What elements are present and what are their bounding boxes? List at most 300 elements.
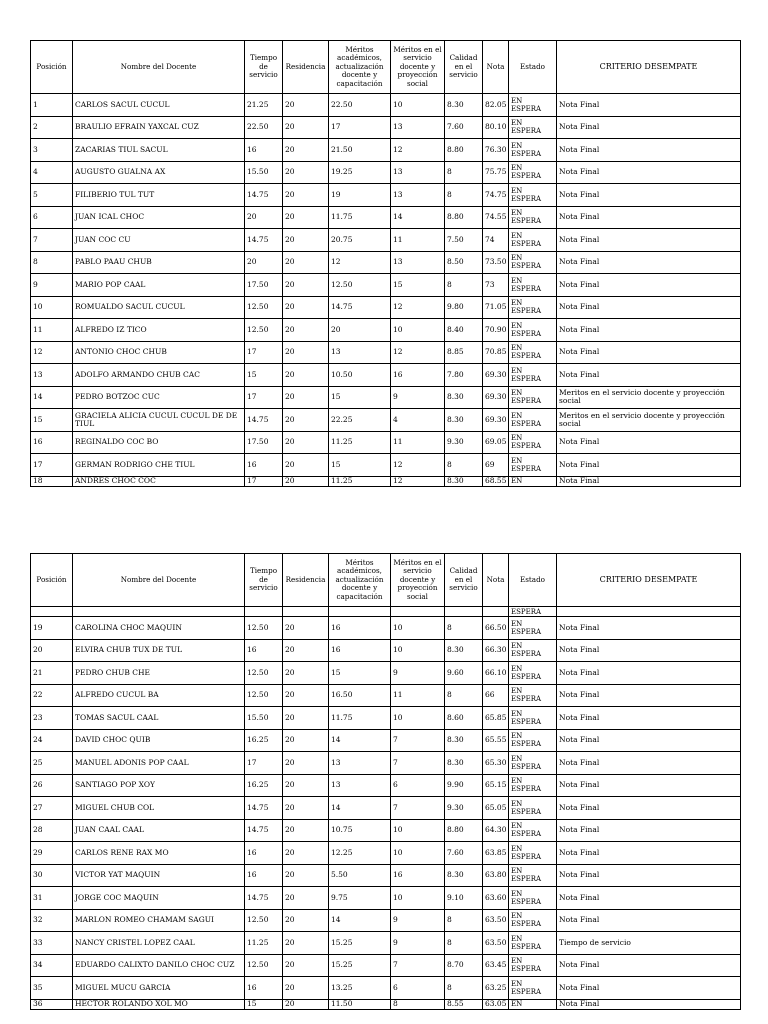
cell-residencia: 20	[283, 954, 329, 977]
cell-nombre: VICTOR YAT MAQUIN	[73, 864, 245, 887]
cell-estado: EN ESPERA	[509, 752, 557, 775]
cell-meritos-servicio: 9	[391, 932, 445, 955]
cell-criterio: Nota Final	[557, 999, 741, 1009]
cell-meritos-servicio: 11	[391, 431, 445, 454]
cell-posicion: 19	[31, 617, 73, 640]
cell-estado: EN ESPERA	[509, 94, 557, 117]
cell-meritos-academicos: 11.75	[329, 206, 391, 229]
table-row	[31, 932, 741, 955]
cell-nota: 71.05	[483, 296, 509, 319]
cell-meritos-academicos: 14.75	[329, 296, 391, 319]
cell-tiempo: 17	[245, 752, 283, 775]
cell-meritos-academicos: 17	[329, 116, 391, 139]
cell-meritos-servicio: 13	[391, 116, 445, 139]
table-row	[31, 319, 741, 342]
cell-estado: EN ESPERA	[509, 684, 557, 707]
cell-estado: EN ESPERA	[509, 617, 557, 640]
cell-posicion: 7	[31, 229, 73, 252]
cell-criterio: Nota Final	[557, 476, 741, 486]
cell-nombre: GERMAN RODRIGO CHE TIUL	[73, 454, 245, 477]
cell-residencia: 20	[283, 251, 329, 274]
cell-nombre: MARLON ROMEO CHAMAM SAGUI	[73, 909, 245, 932]
cell-calidad: 9.80	[445, 296, 483, 319]
cell-tiempo: 14.75	[245, 184, 283, 207]
table-row	[31, 139, 741, 162]
cell-criterio: Nota Final	[557, 454, 741, 477]
table-row	[31, 797, 741, 820]
cell-posicion: 5	[31, 184, 73, 207]
cell-meritos-servicio: 9	[391, 662, 445, 685]
cell-meritos-servicio: 7	[391, 954, 445, 977]
table-row	[31, 707, 741, 730]
cell-criterio: Meritos en el servicio docente y proyección social	[557, 409, 741, 432]
cell-meritos-servicio: 9	[391, 909, 445, 932]
cell-meritos-servicio: 7	[391, 729, 445, 752]
cell-meritos-academicos: 9.75	[329, 887, 391, 910]
cell-tiempo: 16	[245, 139, 283, 162]
cell-meritos-academicos: 15.25	[329, 954, 391, 977]
cell-tiempo: 17.50	[245, 274, 283, 297]
cell-calidad: 8.30	[445, 409, 483, 432]
cell-calidad: 8.30	[445, 752, 483, 775]
cell-meritos-academicos: 13	[329, 774, 391, 797]
cell-posicion: 36	[31, 999, 73, 1009]
cell-meritos-academicos: 5.50	[329, 864, 391, 887]
cell-estado: EN ESPERA	[509, 932, 557, 955]
cell-estado: EN ESPERA	[509, 206, 557, 229]
cell-nombre: PEDRO CHUB CHE	[73, 662, 245, 685]
cell-nombre: CAROLINA CHOC MAQUIN	[73, 617, 245, 640]
cell-tiempo: 21.25	[245, 94, 283, 117]
cell-nombre: ALFREDO IZ TICO	[73, 319, 245, 342]
cell-calidad: 8.30	[445, 476, 483, 486]
cell-nombre: DAVID CHOC QUIB	[73, 729, 245, 752]
cell-calidad: 7.50	[445, 229, 483, 252]
table-row	[31, 116, 741, 139]
cell-estado: EN ESPERA	[509, 797, 557, 820]
cell-nota: 66	[483, 684, 509, 707]
cell-meritos-academicos: 14	[329, 729, 391, 752]
table-header-row	[31, 554, 741, 607]
cell-tiempo: 14.75	[245, 797, 283, 820]
cell-residencia: 20	[283, 161, 329, 184]
cell-nota: 75.75	[483, 161, 509, 184]
cell-posicion: 30	[31, 864, 73, 887]
cell-nota: 63.80	[483, 864, 509, 887]
cell-nota: 66.50	[483, 617, 509, 640]
cell-estado: EN ESPERA	[509, 139, 557, 162]
cell-posicion: 31	[31, 887, 73, 910]
table-row	[31, 364, 741, 387]
cell-meritos-servicio: 12	[391, 139, 445, 162]
cell-tiempo: 16.25	[245, 774, 283, 797]
cell-tiempo: 12.50	[245, 909, 283, 932]
cell-calidad: 8.80	[445, 206, 483, 229]
cell-meritos-servicio: 12	[391, 341, 445, 364]
cell-tiempo: 17.50	[245, 431, 283, 454]
cell-posicion: 25	[31, 752, 73, 775]
cell-meritos-servicio: 16	[391, 364, 445, 387]
cell-calidad: 8.30	[445, 639, 483, 662]
cell-tiempo: 16	[245, 977, 283, 1000]
cell-estado: EN ESPERA	[509, 409, 557, 432]
cell-estado: EN ESPERA	[509, 116, 557, 139]
cell-criterio: Tiempo de servicio	[557, 932, 741, 955]
cell-calidad: 8.30	[445, 864, 483, 887]
cell-calidad: 9.10	[445, 887, 483, 910]
cell-meritos-academicos: 16.50	[329, 684, 391, 707]
cell-calidad: 8	[445, 184, 483, 207]
cell-estado: EN	[509, 999, 557, 1009]
cell-estado: EN ESPERA	[509, 639, 557, 662]
cell-calidad: 8	[445, 684, 483, 707]
table-row	[31, 684, 741, 707]
cell-posicion: 14	[31, 386, 73, 409]
cell-calidad: 8.85	[445, 341, 483, 364]
cell-posicion: 35	[31, 977, 73, 1000]
cell-meritos-academicos: 11.75	[329, 707, 391, 730]
cell-meritos-academicos: 22.50	[329, 94, 391, 117]
cell-residencia: 20	[283, 887, 329, 910]
cell-meritos-servicio: 7	[391, 797, 445, 820]
col-nombre: Nombre del Docente	[73, 41, 245, 94]
cell-criterio: Nota Final	[557, 864, 741, 887]
cell-tiempo: 17	[245, 386, 283, 409]
cell-residencia: 20	[283, 797, 329, 820]
cell-nota: 76.30	[483, 139, 509, 162]
cell-tiempo: 16	[245, 454, 283, 477]
cell-calidad: 8.30	[445, 729, 483, 752]
cell-nombre: ANDRES CHOC COC	[73, 476, 245, 486]
cell-residencia: 20	[283, 639, 329, 662]
cell-meritos-servicio: 11	[391, 684, 445, 707]
table-row	[31, 887, 741, 910]
cell-tiempo: 22.50	[245, 116, 283, 139]
cell-meritos-academicos: 22.25	[329, 409, 391, 432]
cell-posicion: 3	[31, 139, 73, 162]
cell-residencia: 20	[283, 932, 329, 955]
cell-estado: EN ESPERA	[509, 909, 557, 932]
cell-posicion: 29	[31, 842, 73, 865]
col-estado: Estado	[509, 41, 557, 94]
cell-estado: EN ESPERA	[509, 386, 557, 409]
col-nota: Nota	[483, 41, 509, 94]
cell-nombre: MANUEL ADONIS POP CAAL	[73, 752, 245, 775]
cell-posicion: 28	[31, 819, 73, 842]
cell-posicion: 17	[31, 454, 73, 477]
cell-residencia: 20	[283, 386, 329, 409]
cell-nota: 63.45	[483, 954, 509, 977]
cell-tiempo: 17	[245, 341, 283, 364]
cell-residencia: 20	[283, 707, 329, 730]
cell-criterio: Nota Final	[557, 161, 741, 184]
cell-nombre: ANTONIO CHOC CHUB	[73, 341, 245, 364]
cell-estado: EN ESPERA	[509, 296, 557, 319]
cell-meritos-academicos: 13	[329, 752, 391, 775]
cell-nota: 65.15	[483, 774, 509, 797]
ranking-table-2	[30, 553, 741, 1010]
cell-tiempo: 14.75	[245, 229, 283, 252]
cell-meritos-academicos: 11.25	[329, 476, 391, 486]
cell-posicion: 16	[31, 431, 73, 454]
table-row	[31, 274, 741, 297]
cell-estado: EN ESPERA	[509, 842, 557, 865]
cell-calidad: 8.55	[445, 999, 483, 1009]
cell-criterio: Nota Final	[557, 431, 741, 454]
cell-nota: 74.75	[483, 184, 509, 207]
col-meritos-academicos: Méritos académicos, actualización docente y capacitación	[329, 41, 391, 94]
cell-criterio: Nota Final	[557, 954, 741, 977]
cell-estado: EN ESPERA	[509, 161, 557, 184]
cell-criterio: Nota Final	[557, 684, 741, 707]
cell-criterio: Nota Final	[557, 662, 741, 685]
cell-nombre: JUAN ICAL CHOC	[73, 206, 245, 229]
cell-calidad: 8.50	[445, 251, 483, 274]
table-row	[31, 662, 741, 685]
cell-criterio: Nota Final	[557, 364, 741, 387]
cell-estado: EN ESPERA	[509, 341, 557, 364]
cell-residencia: 20	[283, 476, 329, 486]
table-row	[31, 386, 741, 409]
cell-posicion: 8	[31, 251, 73, 274]
cell-nombre: REGINALDO COC BO	[73, 431, 245, 454]
cell-meritos-servicio: 10	[391, 639, 445, 662]
cell-meritos-servicio: 13	[391, 184, 445, 207]
table-row	[31, 752, 741, 775]
cell-estado: EN ESPERA	[509, 887, 557, 910]
cell-estado: EN ESPERA	[509, 729, 557, 752]
cell-estado: EN ESPERA	[509, 819, 557, 842]
cell-meritos-servicio: 8	[391, 999, 445, 1009]
cell-tiempo: 14.75	[245, 409, 283, 432]
cell-criterio: Nota Final	[557, 116, 741, 139]
cell-posicion: 9	[31, 274, 73, 297]
cell-calidad: 8	[445, 909, 483, 932]
cell-meritos-academicos: 15	[329, 386, 391, 409]
col-nombre: Nombre del Docente	[73, 554, 245, 607]
cell-meritos-academicos: 14	[329, 909, 391, 932]
table-row	[31, 977, 741, 1000]
cell-tiempo: 14.75	[245, 819, 283, 842]
cell-meritos-academicos: 12.25	[329, 842, 391, 865]
cell-calidad: 8	[445, 161, 483, 184]
cell-criterio: Nota Final	[557, 341, 741, 364]
cell-criterio: Nota Final	[557, 639, 741, 662]
cell-nota: 66.30	[483, 639, 509, 662]
cell-calidad: 7.60	[445, 116, 483, 139]
cell-calidad: 8.60	[445, 707, 483, 730]
cell-meritos-academicos: 16	[329, 617, 391, 640]
cell-posicion: 21	[31, 662, 73, 685]
cell-nota: 80.10	[483, 116, 509, 139]
cell-criterio: Meritos en el servicio docente y proyección social	[557, 386, 741, 409]
col-residencia: Residencia	[283, 554, 329, 607]
cell-criterio: Nota Final	[557, 251, 741, 274]
cell-nombre: CARLOS SACUL CUCUL	[73, 94, 245, 117]
cell-posicion: 26	[31, 774, 73, 797]
table-row	[31, 617, 741, 640]
cell-tiempo: 15.50	[245, 707, 283, 730]
cell-nombre: PABLO PAAU CHUB	[73, 251, 245, 274]
cell-residencia: 20	[283, 116, 329, 139]
cell-tiempo: 20	[245, 251, 283, 274]
cell-residencia: 20	[283, 296, 329, 319]
cell-posicion: 34	[31, 954, 73, 977]
table-header-row	[31, 41, 741, 94]
cell-calidad: 8	[445, 617, 483, 640]
cell-meritos-academicos: 14	[329, 797, 391, 820]
cell-nombre: MIGUEL MUCU GARCIA	[73, 977, 245, 1000]
cell-tiempo: 15	[245, 364, 283, 387]
cell-criterio: Nota Final	[557, 617, 741, 640]
table-row	[31, 454, 741, 477]
cell-calidad: 9.90	[445, 774, 483, 797]
cell-meritos-academicos: 10.50	[329, 364, 391, 387]
cell-estado: EN ESPERA	[509, 707, 557, 730]
cell-criterio: Nota Final	[557, 184, 741, 207]
cell-nota: 69.30	[483, 409, 509, 432]
cell-nombre: NANCY CRISTEL LOPEZ CAAL	[73, 932, 245, 955]
cell-meritos-servicio: 12	[391, 476, 445, 486]
cell-residencia: 20	[283, 184, 329, 207]
cell-meritos-servicio: 10	[391, 887, 445, 910]
cell-meritos-academicos: 12	[329, 251, 391, 274]
table-body-1	[31, 94, 741, 487]
table-row	[31, 184, 741, 207]
cell-meritos-servicio: 14	[391, 206, 445, 229]
cell-residencia: 20	[283, 206, 329, 229]
cell-nombre: EDUARDO CALIXTO DANILO CHOC CUZ	[73, 954, 245, 977]
cell-residencia: 20	[283, 999, 329, 1009]
cell-posicion: 4	[31, 161, 73, 184]
cell-nota: 64.30	[483, 819, 509, 842]
cell-meritos-academicos: 13	[329, 341, 391, 364]
col-residencia: Residencia	[283, 41, 329, 94]
cell-nombre: ALFREDO CUCUL BA	[73, 684, 245, 707]
cell-tiempo: 20	[245, 206, 283, 229]
cell-nombre: ROMUALDO SACUL CUCUL	[73, 296, 245, 319]
cell-residencia: 20	[283, 274, 329, 297]
cell-calidad: 8	[445, 274, 483, 297]
cell-posicion: 10	[31, 296, 73, 319]
cell-nota: 68.55	[483, 476, 509, 486]
cell-calidad: 8.30	[445, 94, 483, 117]
cell-meritos-academicos: 19	[329, 184, 391, 207]
cell-criterio: Nota Final	[557, 139, 741, 162]
cell-calidad: 9.30	[445, 797, 483, 820]
cell-tiempo: 12.50	[245, 296, 283, 319]
cell-residencia: 20	[283, 729, 329, 752]
cell-criterio: Nota Final	[557, 797, 741, 820]
estado-continuation: ESPERA	[509, 607, 557, 617]
cell-estado: EN ESPERA	[509, 864, 557, 887]
cell-estado: EN	[509, 476, 557, 486]
col-meritos-servicio: Méritos en el servicio docente y proyección social	[391, 41, 445, 94]
cell-meritos-servicio: 6	[391, 774, 445, 797]
cell-posicion: 20	[31, 639, 73, 662]
cell-residencia: 20	[283, 752, 329, 775]
cell-criterio: Nota Final	[557, 842, 741, 865]
cell-nombre: HECTOR ROLANDO XOL MO	[73, 999, 245, 1009]
cell-calidad: 7.60	[445, 842, 483, 865]
cell-nota: 69.30	[483, 364, 509, 387]
cell-posicion: 6	[31, 206, 73, 229]
cell-nombre: ELVIRA CHUB TUX DE TUL	[73, 639, 245, 662]
cell-posicion: 33	[31, 932, 73, 955]
cell-calidad: 8.80	[445, 819, 483, 842]
cell-meritos-servicio: 12	[391, 296, 445, 319]
cell-criterio: Nota Final	[557, 229, 741, 252]
cell-residencia: 20	[283, 842, 329, 865]
cell-residencia: 20	[283, 341, 329, 364]
cell-calidad: 8.40	[445, 319, 483, 342]
cell-estado: EN ESPERA	[509, 184, 557, 207]
table-row	[31, 729, 741, 752]
cell-estado: EN ESPERA	[509, 774, 557, 797]
cell-meritos-academicos: 15	[329, 454, 391, 477]
cell-nota: 65.05	[483, 797, 509, 820]
cell-criterio: Nota Final	[557, 977, 741, 1000]
cell-estado: EN ESPERA	[509, 229, 557, 252]
col-meritos-servicio: Méritos en el servicio docente y proyección social	[391, 554, 445, 607]
cell-nota: 69.05	[483, 431, 509, 454]
cell-posicion: 27	[31, 797, 73, 820]
cell-nota: 70.85	[483, 341, 509, 364]
cell-tiempo: 16	[245, 639, 283, 662]
cell-posicion: 12	[31, 341, 73, 364]
cell-tiempo: 15	[245, 999, 283, 1009]
cell-meritos-servicio: 6	[391, 977, 445, 1000]
cell-meritos-servicio: 7	[391, 752, 445, 775]
cell-residencia: 20	[283, 319, 329, 342]
cell-posicion: 15	[31, 409, 73, 432]
cell-meritos-academicos: 11.50	[329, 999, 391, 1009]
col-posicion: Posición	[31, 41, 73, 94]
cell-estado: EN ESPERA	[509, 454, 557, 477]
cell-residencia: 20	[283, 139, 329, 162]
cell-criterio: Nota Final	[557, 887, 741, 910]
cell-nota: 66.10	[483, 662, 509, 685]
cell-meritos-academicos: 16	[329, 639, 391, 662]
cell-meritos-academicos: 21.50	[329, 139, 391, 162]
cell-nota: 63.25	[483, 977, 509, 1000]
cell-tiempo: 14.75	[245, 887, 283, 910]
cell-residencia: 20	[283, 94, 329, 117]
cell-nota: 73	[483, 274, 509, 297]
cell-tiempo: 16	[245, 864, 283, 887]
cell-calidad: 8.80	[445, 139, 483, 162]
cell-estado: EN ESPERA	[509, 431, 557, 454]
cell-meritos-servicio: 16	[391, 864, 445, 887]
cell-nombre: JUAN COC CU	[73, 229, 245, 252]
col-tiempo: Tiempo de servicio	[245, 554, 283, 607]
cell-nombre: TOMAS SACUL CAAL	[73, 707, 245, 730]
col-calidad: Calidad en el servicio	[445, 554, 483, 607]
table-row	[31, 639, 741, 662]
cell-calidad: 9.30	[445, 431, 483, 454]
cell-calidad: 8	[445, 932, 483, 955]
cell-meritos-servicio: 10	[391, 842, 445, 865]
cell-estado: EN ESPERA	[509, 274, 557, 297]
cell-nota: 63.50	[483, 932, 509, 955]
cell-criterio: Nota Final	[557, 707, 741, 730]
cell-meritos-academicos: 20	[329, 319, 391, 342]
table-row	[31, 909, 741, 932]
cell-calidad: 9.60	[445, 662, 483, 685]
cell-calidad: 7.80	[445, 364, 483, 387]
table-row	[31, 476, 741, 486]
cell-meritos-servicio: 13	[391, 161, 445, 184]
